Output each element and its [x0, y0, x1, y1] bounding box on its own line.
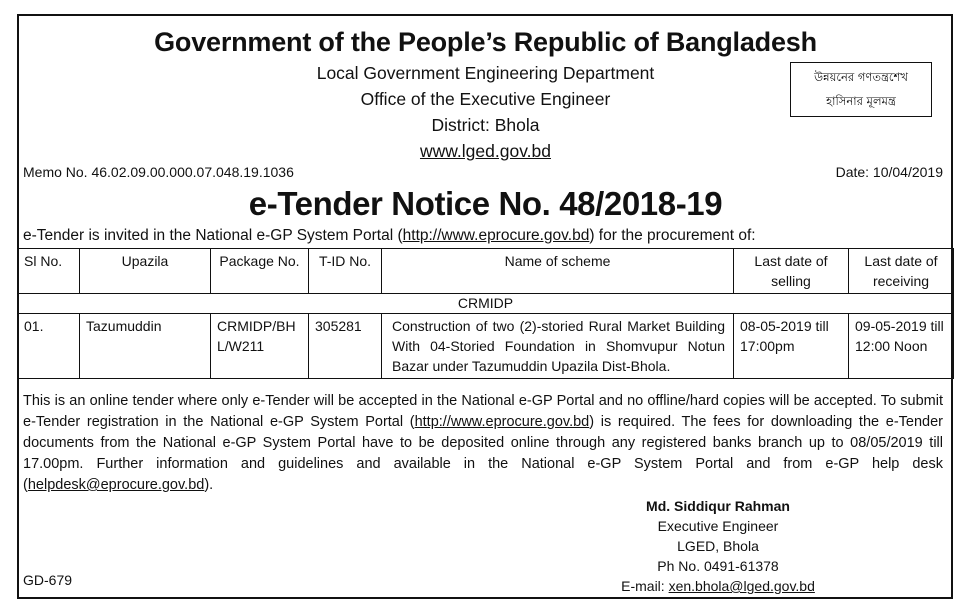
cell-selling: 08-05-2019 till 17:00pm [734, 314, 849, 379]
cell-receiving: 09-05-2019 till 12:00 Noon [849, 314, 954, 379]
signatory-name: Md. Siddiqur Rahman [646, 498, 790, 514]
col-header-selling: Last date of selling [734, 249, 849, 294]
cell-package: CRMIDP/BHL/W211 [211, 314, 309, 379]
signatory-title: Executive Engineer [657, 518, 779, 534]
table-header-row [18, 249, 954, 294]
cell-sl: 01. [18, 314, 80, 379]
signatory-office: LGED, Bhola [677, 538, 759, 554]
helpdesk-email-link[interactable]: helpdesk@eprocure.gov.bd [27, 477, 205, 493]
district-name: District: Bhola [431, 115, 540, 135]
group-label: CRMIDP [18, 294, 954, 314]
signatory-email-link[interactable]: xen.bhola@lged.gov.bd [668, 578, 815, 594]
eprocure-link[interactable]: http://www.eprocure.gov.bd [402, 227, 590, 244]
signatory-phone: Ph No. 0491-61378 [657, 558, 779, 574]
table-group-row [18, 294, 954, 314]
tender-table [17, 248, 954, 379]
footer-code: GD-679 [23, 572, 73, 588]
department-name: Local Government Engineering Department [316, 63, 655, 83]
col-header-upazila: Upazila [80, 249, 211, 294]
col-header-package: Package No. [211, 249, 309, 294]
col-header-receiving: Last date of receiving [849, 249, 954, 294]
paragraph-part-2: ) is required. The fees for downloading the e-Tender documents from the National e-GP System Portal have to be deposited online through any registered banks branch up to 08/05/2019 till 17.00pm. Further information and guidelines and available in the National e-GP System Portal and from e-GP help desk ( [23, 414, 943, 493]
instructions-paragraph [23, 391, 943, 496]
col-header-sl: Sl No. [18, 249, 80, 294]
invitation-suffix: ) for the procurement of: [589, 227, 756, 244]
notice-title: e-Tender Notice No. 48/2018-19 [248, 185, 723, 222]
signature-block [600, 496, 836, 596]
memo-date: Date: 10/04/2019 [835, 164, 943, 180]
table-row [18, 314, 954, 379]
motto-box [790, 62, 932, 117]
government-title: Government of the People’s Republic of Bangladesh [154, 27, 817, 57]
col-header-tid: T-ID No. [309, 249, 382, 294]
paragraph-part-1: This is an online tender where only e-Tender will be accepted in the National e-GP Portal and no offline/hard copies will be accepted. To submit e-Tender registration in the National e-GP System Portal ( [23, 393, 943, 430]
col-header-scheme: Name of scheme [382, 249, 734, 294]
memo-number: Memo No. 46.02.09.00.000.07.048.19.1036 [23, 164, 294, 180]
cell-tid: 305281 [309, 314, 382, 379]
cell-upazila: Tazumuddin [80, 314, 211, 379]
cell-scheme: Construction of two (2)-storied Rural Market Building With 04-Storied Foundation in Shomvupur Notun Bazar under Tazumuddin Upazila Dist-Bhola. [382, 314, 734, 379]
eprocure-link-2[interactable]: http://www.eprocure.gov.bd [414, 414, 590, 430]
website-link[interactable]: www.lged.gov.bd [419, 141, 551, 161]
email-label: E-mail: [621, 578, 669, 594]
motto-line-2: হাসিনার মূলমন্ত্র [826, 94, 896, 108]
invitation-text [23, 227, 756, 245]
motto-line-1: উন্নয়নের গণতন্ত্রশেখ [814, 70, 908, 84]
office-name: Office of the Executive Engineer [360, 89, 611, 109]
paragraph-part-3: ). [204, 477, 214, 493]
invitation-prefix: e-Tender is invited in the National e-GP System Portal ( [23, 227, 403, 244]
